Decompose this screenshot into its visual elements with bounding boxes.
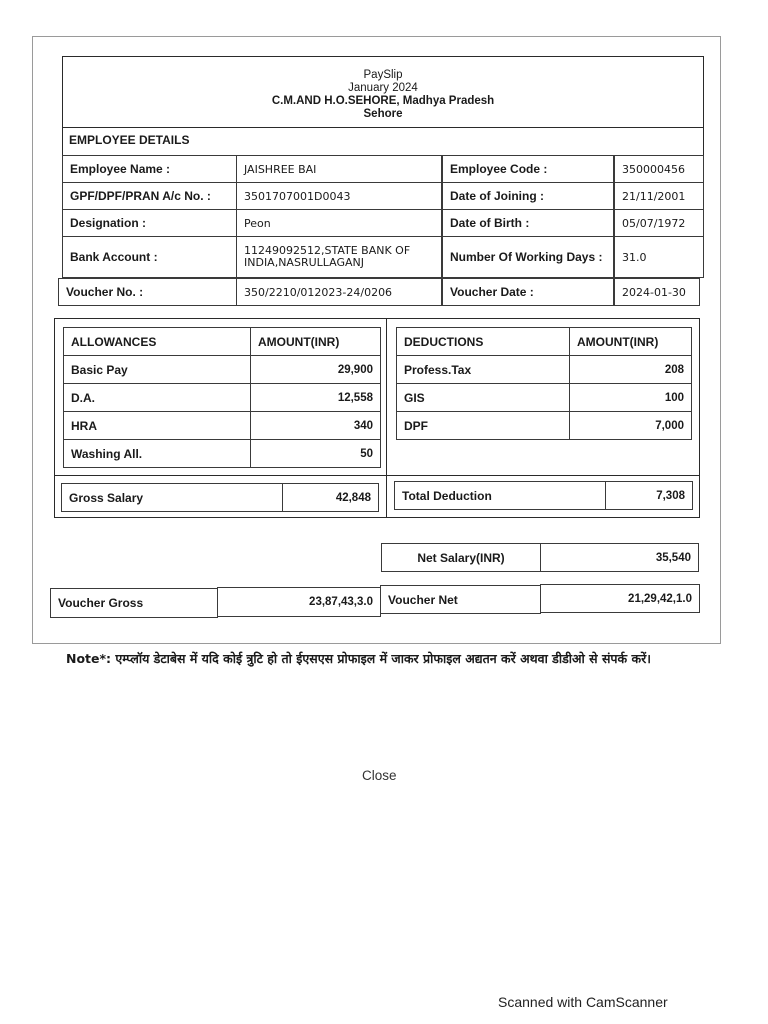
voucher-no-value: 350/2210/012023-24/0206: [236, 278, 442, 306]
gross-salary-label: Gross Salary: [61, 483, 283, 512]
allowance-amount: 12,558: [250, 383, 381, 412]
allowances-amount-header: AMOUNT(INR): [250, 327, 381, 356]
allowance-amount: 340: [250, 411, 381, 440]
deduction-amount: 208: [569, 355, 692, 384]
allowance-amount: 29,900: [250, 355, 381, 384]
total-deduction-label: Total Deduction: [394, 481, 606, 510]
voucher-net-value: 21,29,42,1.0: [540, 584, 700, 613]
allowance-label: D.A.: [63, 383, 251, 412]
payslip-header: [62, 56, 704, 128]
payslip-district: Sehore: [363, 108, 403, 120]
net-salary-label: Net Salary(INR): [381, 543, 541, 572]
voucher-gross-value: 23,87,43,3.0: [217, 587, 381, 617]
date-of-birth-label: Date of Birth :: [442, 209, 614, 237]
designation-label: Designation :: [62, 209, 237, 237]
camscanner-watermark: Scanned with CamScanner: [498, 994, 668, 1010]
bank-account-label: Bank Account :: [62, 236, 237, 278]
allowance-amount: 50: [250, 439, 381, 468]
allowance-label: Basic Pay: [63, 355, 251, 384]
deductions-summary-band: [386, 475, 700, 476]
date-of-joining-label: Date of Joining :: [442, 182, 614, 210]
deduction-amount: 7,000: [569, 411, 692, 440]
employee-details-heading: EMPLOYEE DETAILS: [69, 133, 190, 147]
voucher-date-label: Voucher Date :: [442, 278, 614, 306]
voucher-net-label: Voucher Net: [380, 585, 541, 614]
deductions-header: DEDUCTIONS: [396, 327, 570, 356]
salary-divider: [386, 318, 387, 518]
deductions-amount-header: AMOUNT(INR): [569, 327, 692, 356]
payslip-office: C.M.AND H.O.SEHORE, Madhya Pradesh: [271, 95, 495, 107]
allowance-label: Washing All.: [63, 439, 251, 468]
deduction-amount: 100: [569, 383, 692, 412]
payslip-month: January 2024: [348, 82, 418, 94]
bank-account-value: [236, 236, 442, 278]
gpf-label: GPF/DPF/PRAN A/c No. :: [62, 182, 237, 210]
designation-value: Peon: [236, 209, 442, 237]
total-deduction-value: 7,308: [605, 481, 693, 510]
voucher-gross-label: Voucher Gross: [50, 588, 218, 618]
note-text: Note*: एम्प्लॉय डेटाबेस में यदि कोई त्रुटि हो तो ईएसएस प्रोफाइल में जाकर प्रोफाइल अद्यतन करें अथवा डीडीओ से संपर्क करें।: [66, 651, 651, 666]
allowance-label: HRA: [63, 411, 251, 440]
employee-name-value: JAISHREE BAI: [236, 155, 442, 183]
gross-salary-value: 42,848: [282, 483, 379, 512]
gpf-value: 3501707001D0043: [236, 182, 442, 210]
allowances-summary-band: [54, 475, 387, 476]
voucher-no-label: Voucher No. :: [58, 278, 237, 306]
date-of-joining-value: 21/11/2001: [614, 182, 704, 210]
employee-name-label: Employee Name :: [62, 155, 237, 183]
working-days-value: 31.0: [614, 236, 704, 278]
employee-details-section: [62, 128, 704, 156]
deduction-label: Profess.Tax: [396, 355, 570, 384]
deduction-label: DPF: [396, 411, 570, 440]
bank-account-line1: 11249092512,STATE BANK OF: [244, 244, 411, 257]
net-salary-value: 35,540: [540, 543, 699, 572]
employee-code-label: Employee Code :: [442, 155, 614, 183]
payslip-title: PaySlip: [363, 69, 403, 81]
bank-account-line2: INDIA,NASRULLAGANJ: [244, 256, 365, 269]
allowances-header: ALLOWANCES: [63, 327, 251, 356]
working-days-label: Number Of Working Days :: [442, 236, 614, 278]
close-button[interactable]: Close: [362, 768, 397, 783]
voucher-date-value: 2024-01-30: [614, 278, 700, 306]
deduction-label: GIS: [396, 383, 570, 412]
employee-code-value: 350000456: [614, 155, 704, 183]
date-of-birth-value: 05/07/1972: [614, 209, 704, 237]
